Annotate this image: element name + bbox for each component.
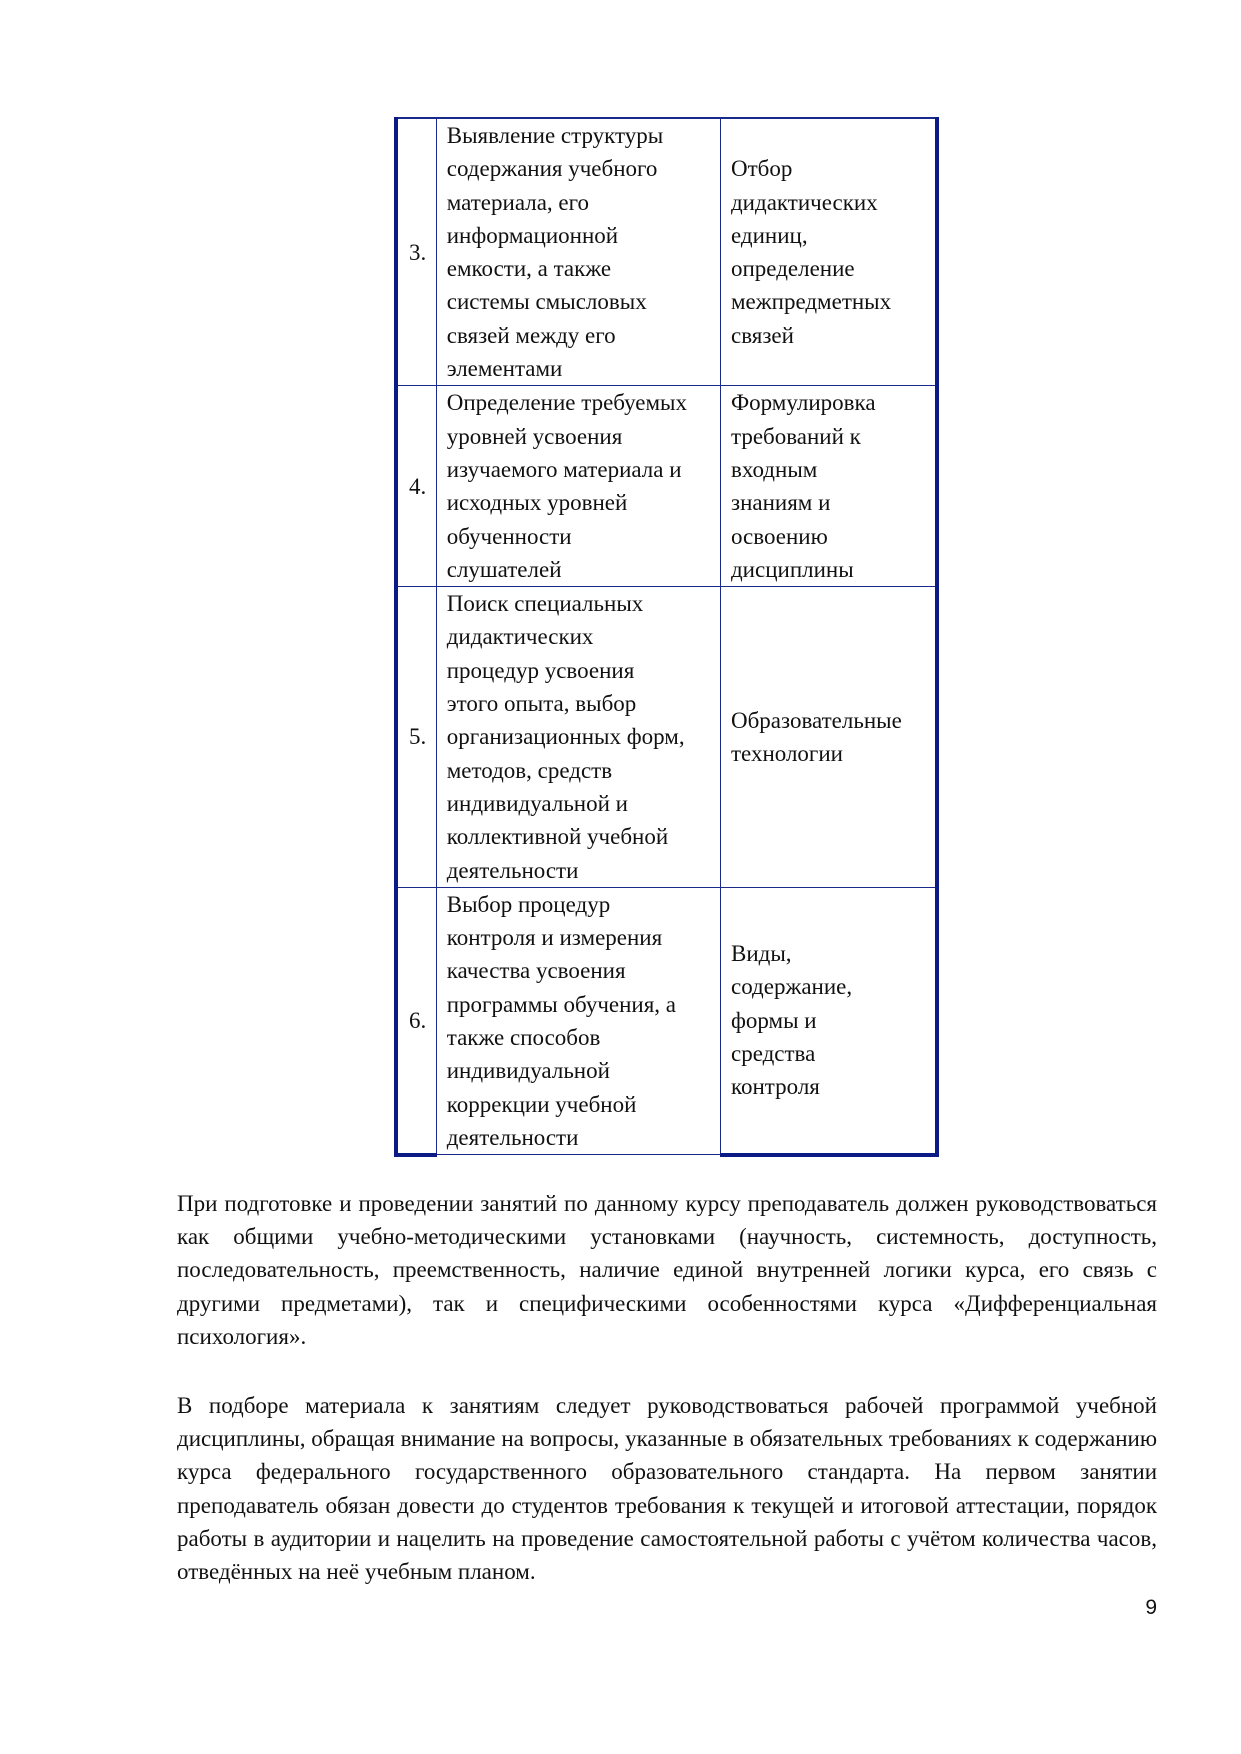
stage-description: Поиск специальных дидактических процедур усвоения этого опыта, выбор организационных форм, методов, средств индивидуальной и коллективной учебной деятельности [436, 587, 720, 888]
row-number: 6. [396, 887, 436, 1154]
stage-result: Отбор дидактических единиц, определение межпредметных связей [720, 118, 937, 386]
stage-description: Выявление структуры содержания учебного материала, его информационной емкости, а также системы смысловых связей между его элементами [436, 118, 720, 386]
stages-table [394, 117, 939, 1157]
table-row [396, 118, 937, 386]
stage-result: Образовательные технологии [720, 587, 937, 888]
stage-description: Определение требуемых уровней усвоения изучаемого материала и исходных уровней обученности слушателей [436, 386, 720, 587]
stage-result: Формулировка требований к входным знаниям и освоению дисциплины [720, 386, 937, 587]
page-number: 9 [1145, 1596, 1157, 1619]
row-number: 4. [396, 386, 436, 587]
stage-description: Выбор процедур контроля и измерения качества усвоения программы обучения, а также способов индивидуальной коррекции учебной деятельности [436, 887, 720, 1154]
table-row [396, 887, 937, 1154]
table-row [396, 386, 937, 587]
table-row [396, 587, 937, 888]
row-number: 5. [396, 587, 436, 888]
paragraph-material-selection: В подборе материала к занятиям следует руководствоваться рабочей программой учебной дисциплины, обращая внимание на вопросы, указанные в обязательных требованиях к содержанию курса федерального государственного образовательного стандарта. На первом занятии преподаватель обязан довести до студентов требования к текущей и итоговой аттестации, порядок работы в аудитории и нацелить на проведение самостоятельной работы с учётом количества часов, отведённых на неё учебным планом. [177, 1393, 1157, 1585]
stage-result: Виды, содержание, формы и средства контроля [720, 887, 937, 1154]
row-number: 3. [396, 118, 436, 386]
paragraph-teaching-guidelines: При подготовке и проведении занятий по данному курсу преподаватель должен руководствоваться как общими учебно-методическими установками (научность, системность, доступность, последовательность, преемственность, наличие единой внутренней логики курса, его связь с другими предметами), так и специфическими особенностями курса «Дифференциальная психология». [177, 1191, 1157, 1349]
